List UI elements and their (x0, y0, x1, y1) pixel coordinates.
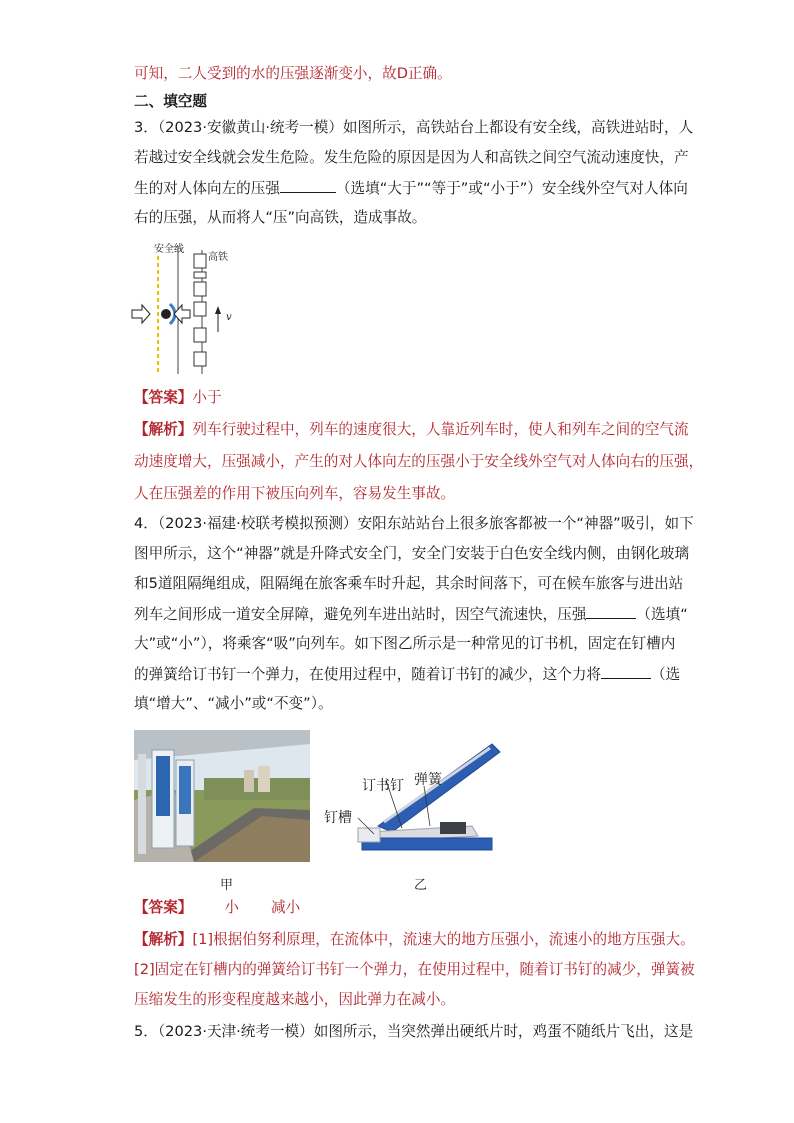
q4-text-line4b: （选填“ (636, 606, 688, 623)
q3-figure (130, 240, 240, 376)
section-title: 二、填空题 (134, 93, 207, 110)
q3-figure-label-line: 安全线 (154, 244, 184, 255)
train-car (194, 328, 206, 342)
q3-analysis-text1: 列车行驶过程中，列车的速度很大，人靠近列车时，使人和列车之间的空气流 (192, 421, 689, 438)
person-icon (161, 309, 171, 319)
q4-text-line4a: 列车之间形成一道安全屏障，避免列车进出站时，因空气流速快，压强 (134, 606, 587, 623)
q4-answer-tag: 【答案】 (134, 899, 193, 916)
q3-text-line3 (134, 178, 688, 199)
q4-analysis-text1: [1]根据伯努利原理，在流体中，流速大的地方压强小，流速小的地方压强大。 (192, 931, 695, 948)
q3-text-line3b: （选填“大于”“等于”或“小于”）安全线外空气对人体向 (335, 180, 688, 197)
velocity-label: v (226, 312, 232, 323)
q3-figure-label-train: 高铁 (208, 252, 228, 263)
q4-answer-2: 减小 (271, 899, 301, 916)
q4-text-line6a: 的弹簧给订书钉一个弹力，在使用过程中，随着订书钉的减少，这个力将 (134, 666, 602, 683)
train-car (194, 302, 206, 316)
q4-analysis-line3: 压缩发生的形变程度越来越小，因此弹力在减小。 (134, 991, 456, 1008)
label-staple: 订书钉 (362, 778, 404, 794)
q3-analysis-line3: 人在压强差的作用下被压向列车，容易发生事故。 (134, 485, 456, 502)
train-car (194, 282, 206, 296)
q3-text-line3a: 生的对人体向左的压强 (134, 180, 280, 197)
q2-answer-tail: 可知，二人受到的水的压强逐渐变小，故D正确。 (134, 65, 452, 82)
q3-text-line2: 若越过安全线就会发生危险。发生危险的原因是因为人和高铁之间空气流动速度快，产 (134, 149, 689, 166)
q3-analysis-line1 (134, 420, 689, 440)
right-arrow-icon (132, 305, 150, 323)
q3-text-line1: 3．（2023·安徽黄山·统考一模）如图所示，高铁站台上都设有安全线，高铁进站时，人 (134, 119, 694, 136)
q3-answer-tag: 【答案】 (134, 389, 193, 406)
stapler-base (362, 838, 492, 850)
q4-analysis-line2: [2]固定在钉槽内的弹簧给订书钉一个弹力，在使用过程中，随着订书钉的减少，弹簧被 (134, 961, 695, 978)
label-slot: 钉槽 (324, 810, 352, 826)
q3-text-line4: 右的压强，从而将人“压”向高铁，造成事故。 (134, 209, 427, 226)
q3-analysis-line2: 动速度增大，压强减小，产生的对人体向左的压强小于安全线外空气对人体向右的压强， (134, 453, 704, 470)
q3-answer: 小于 (192, 389, 222, 406)
q4-text-line3: 和5道阻隔绳组成，阻隔绳在旅客乘车时升起，其余时间落下，可在候车旅客与进出站 (134, 575, 684, 592)
q4-text-line1: 4．（2023·福建·校联考模拟预测）安阳东站站台上很多旅客都被一个“神器”吸引，如下 (134, 515, 694, 532)
q3-blank (280, 178, 336, 193)
q3-answer-line (134, 388, 666, 408)
caption-a: 甲 (220, 878, 234, 893)
q4-text-line2: 图甲所示，这个“神器”就是升降式安全门，安全门安装于白色安全线内侧，由钢化玻璃 (134, 545, 690, 562)
left-arrow-icon (174, 305, 190, 323)
q4-text-line6 (134, 664, 681, 685)
caption-b: 乙 (414, 878, 428, 893)
q4-analysis-tag: 【解析】 (134, 931, 193, 948)
q3-analysis-tag: 【解析】 (134, 421, 193, 438)
q4-photo-platform (134, 730, 310, 862)
q4-stapler-figure (322, 728, 522, 868)
stapler-head (358, 828, 380, 842)
q4-answer-1: 小 (224, 899, 239, 916)
q4-blank-2 (601, 664, 651, 679)
q4-text-line4 (134, 604, 688, 625)
q4-text-line6b: （选 (651, 666, 681, 683)
q4-blank-1 (586, 604, 636, 619)
label-spring: 弹簧 (414, 772, 442, 788)
q4-analysis-line1 (134, 930, 695, 950)
up-arrow-icon (215, 306, 221, 314)
train-car (194, 272, 206, 278)
train-car (194, 352, 206, 366)
q4-text-line7: 填“增大”、“减小”或“不变”）。 (134, 695, 333, 712)
train-car (194, 254, 206, 268)
q4-text-line5: 大”或“小”），将乘客“吸”向列车。如下图乙所示是一种常见的订书机，固定在钉槽内 (134, 635, 676, 652)
stapler-spring-block (440, 822, 466, 834)
q5-text-line1: 5．（2023·天津·统考一模）如图所示，当突然弹出硬纸片时，鸡蛋不随纸片飞出，这是 (134, 1023, 694, 1040)
q4-answer-line (134, 898, 666, 918)
